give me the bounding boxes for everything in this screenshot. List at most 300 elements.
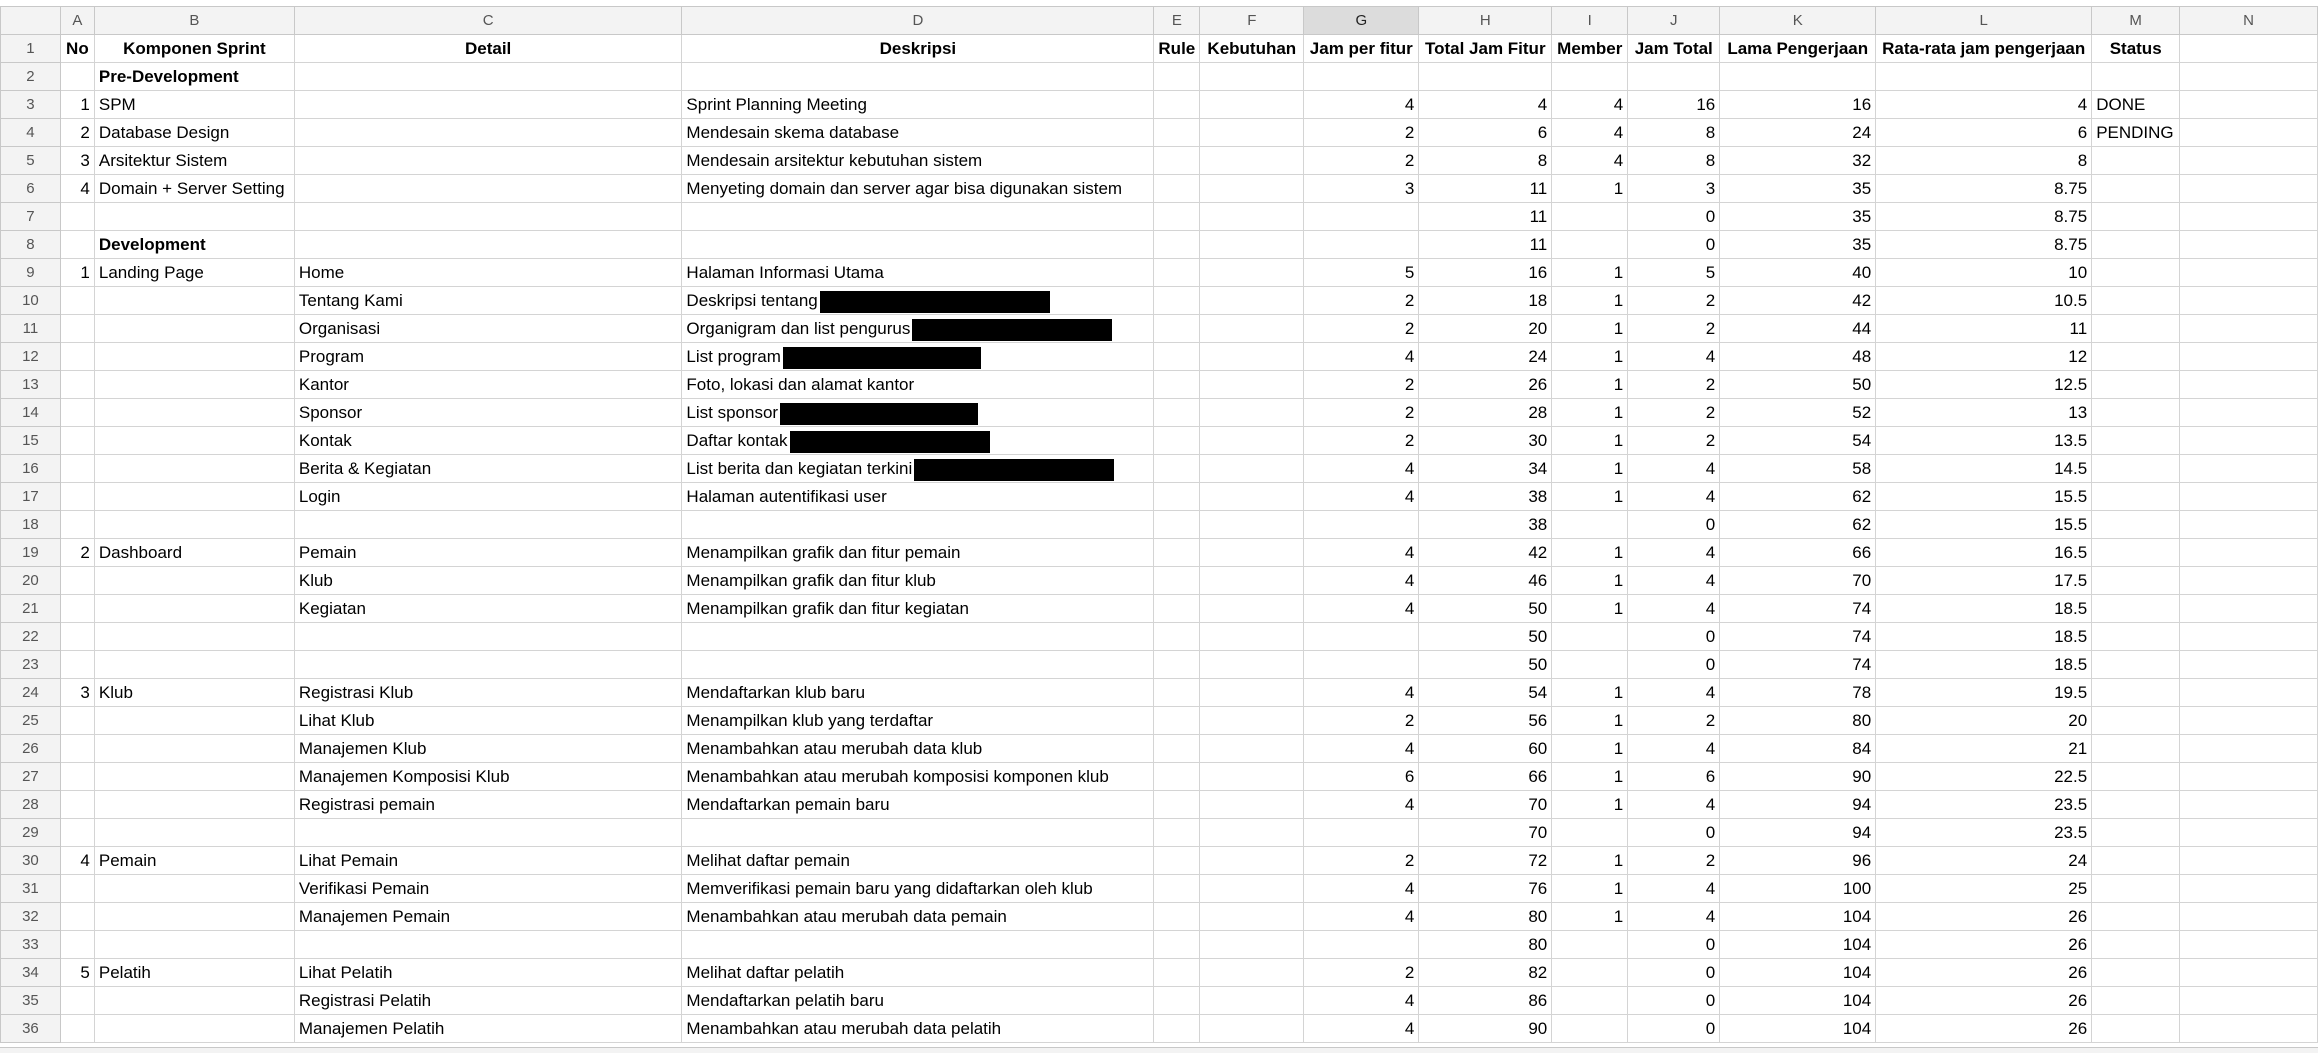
- cell[interactable]: [1628, 679, 1720, 707]
- cell[interactable]: [1154, 511, 1200, 539]
- cell[interactable]: [294, 371, 682, 399]
- cell[interactable]: [60, 707, 94, 735]
- cell[interactable]: [1876, 707, 2092, 735]
- cell[interactable]: [1628, 567, 1720, 595]
- column-header-g[interactable]: G: [1304, 7, 1419, 35]
- cell[interactable]: [94, 539, 294, 567]
- cell[interactable]: [294, 343, 682, 371]
- cell[interactable]: [682, 623, 1154, 651]
- cell[interactable]: [1304, 903, 1419, 931]
- cell[interactable]: [94, 147, 294, 175]
- cell[interactable]: [60, 931, 94, 959]
- row-header[interactable]: 3: [1, 91, 61, 119]
- cell[interactable]: [1720, 651, 1876, 679]
- cell[interactable]: [1876, 343, 2092, 371]
- cell[interactable]: [1200, 231, 1304, 259]
- cell[interactable]: [1304, 315, 1419, 343]
- cell[interactable]: [2180, 175, 2318, 203]
- cell[interactable]: [1304, 735, 1419, 763]
- cell[interactable]: [1200, 567, 1304, 595]
- cell[interactable]: [1154, 931, 1200, 959]
- cell[interactable]: [1419, 231, 1552, 259]
- cell[interactable]: [682, 287, 1154, 315]
- cell[interactable]: [1200, 175, 1304, 203]
- cell[interactable]: [94, 231, 294, 259]
- cell[interactable]: [60, 371, 94, 399]
- cell[interactable]: [94, 931, 294, 959]
- cell[interactable]: [1200, 791, 1304, 819]
- cell[interactable]: [1720, 595, 1876, 623]
- cell[interactable]: [2180, 203, 2318, 231]
- cell[interactable]: [2092, 175, 2180, 203]
- cell[interactable]: [1720, 763, 1876, 791]
- cell[interactable]: [1200, 343, 1304, 371]
- cell[interactable]: [94, 987, 294, 1015]
- cell[interactable]: [1876, 987, 2092, 1015]
- cell[interactable]: [294, 735, 682, 763]
- cell[interactable]: [1552, 231, 1628, 259]
- cell[interactable]: [60, 287, 94, 315]
- cell[interactable]: [2092, 399, 2180, 427]
- cell[interactable]: [682, 539, 1154, 567]
- cell[interactable]: [1552, 483, 1628, 511]
- cell[interactable]: [60, 875, 94, 903]
- cell[interactable]: [2180, 427, 2318, 455]
- row-header[interactable]: 2: [1, 63, 61, 91]
- cell[interactable]: [1628, 539, 1720, 567]
- row-header[interactable]: 17: [1, 483, 61, 511]
- cell[interactable]: [1720, 343, 1876, 371]
- cell[interactable]: [682, 847, 1154, 875]
- cell[interactable]: [1419, 483, 1552, 511]
- cell[interactable]: [1876, 427, 2092, 455]
- cell[interactable]: [2092, 63, 2180, 91]
- cell[interactable]: [294, 959, 682, 987]
- cell[interactable]: [1154, 735, 1200, 763]
- cell[interactable]: [1628, 819, 1720, 847]
- cell[interactable]: [94, 315, 294, 343]
- cell[interactable]: [682, 175, 1154, 203]
- cell[interactable]: [682, 399, 1154, 427]
- header-cell[interactable]: [2180, 35, 2318, 63]
- cell[interactable]: [1154, 959, 1200, 987]
- cell[interactable]: [1200, 119, 1304, 147]
- cell[interactable]: [2092, 259, 2180, 287]
- cell[interactable]: [1419, 175, 1552, 203]
- cell[interactable]: [1720, 427, 1876, 455]
- cell[interactable]: [1304, 595, 1419, 623]
- cell[interactable]: [294, 259, 682, 287]
- cell[interactable]: [94, 203, 294, 231]
- column-header-n[interactable]: N: [2180, 7, 2318, 35]
- cell[interactable]: [1876, 399, 2092, 427]
- cell[interactable]: [1720, 987, 1876, 1015]
- cell[interactable]: [1419, 679, 1552, 707]
- cell[interactable]: [94, 343, 294, 371]
- cell[interactable]: [1154, 567, 1200, 595]
- cell[interactable]: [1419, 315, 1552, 343]
- cell[interactable]: [1304, 763, 1419, 791]
- cell[interactable]: [1304, 91, 1419, 119]
- cell[interactable]: [682, 763, 1154, 791]
- cell[interactable]: [94, 455, 294, 483]
- cell[interactable]: [2092, 315, 2180, 343]
- cell[interactable]: [1200, 903, 1304, 931]
- cell[interactable]: [94, 175, 294, 203]
- cell[interactable]: [1720, 791, 1876, 819]
- cell[interactable]: [2092, 231, 2180, 259]
- cell[interactable]: [294, 819, 682, 847]
- cell[interactable]: [1628, 651, 1720, 679]
- cell[interactable]: [1200, 511, 1304, 539]
- cell[interactable]: [1200, 371, 1304, 399]
- column-header-e[interactable]: E: [1154, 7, 1200, 35]
- cell[interactable]: [1876, 259, 2092, 287]
- cell[interactable]: [294, 931, 682, 959]
- cell[interactable]: [1304, 483, 1419, 511]
- cell[interactable]: [2180, 847, 2318, 875]
- cell[interactable]: [294, 287, 682, 315]
- cell[interactable]: [2180, 931, 2318, 959]
- cell[interactable]: [1200, 931, 1304, 959]
- cell[interactable]: [1419, 623, 1552, 651]
- cell[interactable]: [1552, 287, 1628, 315]
- cell[interactable]: [1628, 147, 1720, 175]
- cell[interactable]: [1552, 735, 1628, 763]
- cell[interactable]: [1200, 147, 1304, 175]
- cell[interactable]: [1876, 875, 2092, 903]
- cell[interactable]: [1419, 287, 1552, 315]
- cell[interactable]: [1552, 147, 1628, 175]
- cell[interactable]: [1154, 399, 1200, 427]
- cell[interactable]: [2180, 567, 2318, 595]
- cell[interactable]: [1720, 259, 1876, 287]
- row-header[interactable]: 34: [1, 959, 61, 987]
- header-cell[interactable]: Komponen Sprint: [94, 35, 294, 63]
- cell[interactable]: [294, 987, 682, 1015]
- cell[interactable]: [1154, 343, 1200, 371]
- cell[interactable]: [1552, 203, 1628, 231]
- cell[interactable]: [1304, 539, 1419, 567]
- cell[interactable]: [1154, 175, 1200, 203]
- cell[interactable]: [1154, 91, 1200, 119]
- cell[interactable]: [1419, 371, 1552, 399]
- cell[interactable]: [1200, 259, 1304, 287]
- cell[interactable]: [1876, 819, 2092, 847]
- cell[interactable]: [2092, 91, 2180, 119]
- cell[interactable]: [294, 147, 682, 175]
- column-header-c[interactable]: C: [294, 7, 682, 35]
- cell[interactable]: [1419, 1015, 1552, 1043]
- cell[interactable]: [1419, 63, 1552, 91]
- row-header[interactable]: 32: [1, 903, 61, 931]
- cell[interactable]: [1304, 427, 1419, 455]
- cell[interactable]: [2092, 371, 2180, 399]
- cell[interactable]: [1200, 987, 1304, 1015]
- cell[interactable]: [1419, 987, 1552, 1015]
- cell[interactable]: [1154, 483, 1200, 511]
- cell[interactable]: [94, 847, 294, 875]
- cell[interactable]: [1628, 623, 1720, 651]
- cell[interactable]: [2180, 371, 2318, 399]
- cell[interactable]: [2092, 539, 2180, 567]
- cell[interactable]: [1552, 679, 1628, 707]
- cell[interactable]: [1876, 735, 2092, 763]
- cell[interactable]: [1628, 931, 1720, 959]
- cell[interactable]: [682, 231, 1154, 259]
- cell[interactable]: [1419, 595, 1552, 623]
- cell[interactable]: [1154, 259, 1200, 287]
- cell[interactable]: [682, 259, 1154, 287]
- cell[interactable]: [1200, 315, 1304, 343]
- cell[interactable]: [1552, 875, 1628, 903]
- cell[interactable]: [1720, 119, 1876, 147]
- cell[interactable]: [60, 119, 94, 147]
- cell[interactable]: [1419, 959, 1552, 987]
- cell[interactable]: [1628, 483, 1720, 511]
- cell[interactable]: [1419, 707, 1552, 735]
- cell[interactable]: [1876, 119, 2092, 147]
- cell[interactable]: [1304, 819, 1419, 847]
- cell[interactable]: [1304, 931, 1419, 959]
- cell[interactable]: [94, 875, 294, 903]
- cell[interactable]: [294, 427, 682, 455]
- cell[interactable]: [1720, 539, 1876, 567]
- cell[interactable]: [1200, 1015, 1304, 1043]
- cell[interactable]: [1876, 91, 2092, 119]
- cell[interactable]: [1304, 847, 1419, 875]
- cell[interactable]: [60, 455, 94, 483]
- cell[interactable]: [1552, 119, 1628, 147]
- cell[interactable]: [1628, 203, 1720, 231]
- row-header[interactable]: 8: [1, 231, 61, 259]
- cell[interactable]: [1628, 259, 1720, 287]
- cell[interactable]: [1628, 707, 1720, 735]
- row-header[interactable]: 22: [1, 623, 61, 651]
- cell[interactable]: [2092, 819, 2180, 847]
- cell[interactable]: [1419, 119, 1552, 147]
- cell[interactable]: [1628, 119, 1720, 147]
- cell[interactable]: [1419, 763, 1552, 791]
- cell[interactable]: [1720, 903, 1876, 931]
- cell[interactable]: [294, 903, 682, 931]
- cell[interactable]: [294, 567, 682, 595]
- cell[interactable]: [1876, 679, 2092, 707]
- select-all-corner[interactable]: [1, 7, 61, 35]
- row-header[interactable]: 31: [1, 875, 61, 903]
- cell[interactable]: [1552, 819, 1628, 847]
- cell[interactable]: [1154, 455, 1200, 483]
- cell[interactable]: [60, 399, 94, 427]
- row-header[interactable]: 30: [1, 847, 61, 875]
- cell[interactable]: [94, 483, 294, 511]
- cell[interactable]: [1304, 651, 1419, 679]
- cell[interactable]: [1552, 1015, 1628, 1043]
- cell[interactable]: [1304, 343, 1419, 371]
- cell[interactable]: [1628, 735, 1720, 763]
- cell[interactable]: [1876, 175, 2092, 203]
- cell[interactable]: [1720, 203, 1876, 231]
- cell[interactable]: [60, 259, 94, 287]
- cell[interactable]: [1628, 315, 1720, 343]
- cell[interactable]: [1628, 91, 1720, 119]
- cell[interactable]: [1720, 399, 1876, 427]
- cell[interactable]: [1720, 679, 1876, 707]
- cell[interactable]: [1200, 91, 1304, 119]
- cell[interactable]: [2180, 483, 2318, 511]
- cell[interactable]: [1720, 567, 1876, 595]
- cell[interactable]: [2092, 343, 2180, 371]
- cell[interactable]: [1304, 987, 1419, 1015]
- cell[interactable]: [1304, 259, 1419, 287]
- cell[interactable]: [1720, 735, 1876, 763]
- cell[interactable]: [1720, 707, 1876, 735]
- cell[interactable]: [1200, 819, 1304, 847]
- cell[interactable]: [60, 679, 94, 707]
- cell[interactable]: [682, 875, 1154, 903]
- cell[interactable]: [1628, 455, 1720, 483]
- cell[interactable]: [1720, 315, 1876, 343]
- cell[interactable]: [60, 595, 94, 623]
- row-header[interactable]: 28: [1, 791, 61, 819]
- cell[interactable]: [682, 315, 1154, 343]
- cell[interactable]: [2180, 287, 2318, 315]
- column-header-m[interactable]: M: [2092, 7, 2180, 35]
- header-cell[interactable]: Status: [2092, 35, 2180, 63]
- cell[interactable]: [1720, 623, 1876, 651]
- cell[interactable]: [2092, 931, 2180, 959]
- column-header-f[interactable]: F: [1200, 7, 1304, 35]
- cell[interactable]: [294, 791, 682, 819]
- cell[interactable]: [94, 623, 294, 651]
- cell[interactable]: [1628, 371, 1720, 399]
- cell[interactable]: [294, 483, 682, 511]
- row-header[interactable]: 24: [1, 679, 61, 707]
- cell[interactable]: [60, 147, 94, 175]
- cell[interactable]: [1154, 623, 1200, 651]
- cell[interactable]: [682, 595, 1154, 623]
- cell[interactable]: [2092, 679, 2180, 707]
- cell[interactable]: [1876, 231, 2092, 259]
- cell[interactable]: [60, 315, 94, 343]
- cell[interactable]: [294, 1015, 682, 1043]
- cell[interactable]: [2092, 119, 2180, 147]
- cell[interactable]: [2092, 987, 2180, 1015]
- cell[interactable]: [1552, 343, 1628, 371]
- cell[interactable]: [1419, 903, 1552, 931]
- cell[interactable]: [1552, 399, 1628, 427]
- cell[interactable]: [94, 511, 294, 539]
- cell[interactable]: [1304, 203, 1419, 231]
- cell[interactable]: [1304, 147, 1419, 175]
- cell[interactable]: [94, 763, 294, 791]
- cell[interactable]: [1154, 903, 1200, 931]
- cell[interactable]: [1419, 399, 1552, 427]
- cell[interactable]: [60, 987, 94, 1015]
- cell[interactable]: [2180, 119, 2318, 147]
- cell[interactable]: [1628, 343, 1720, 371]
- cell[interactable]: [1720, 147, 1876, 175]
- row-header[interactable]: 27: [1, 763, 61, 791]
- cell[interactable]: [1154, 287, 1200, 315]
- cell[interactable]: [94, 399, 294, 427]
- cell[interactable]: [1304, 119, 1419, 147]
- cell[interactable]: [1720, 875, 1876, 903]
- cell[interactable]: [1628, 875, 1720, 903]
- cell[interactable]: [1419, 567, 1552, 595]
- cell[interactable]: [60, 623, 94, 651]
- cell[interactable]: [1419, 343, 1552, 371]
- cell[interactable]: [1552, 567, 1628, 595]
- cell[interactable]: [294, 847, 682, 875]
- cell[interactable]: [94, 959, 294, 987]
- cell[interactable]: [1200, 959, 1304, 987]
- cell[interactable]: [1552, 455, 1628, 483]
- cell[interactable]: [2092, 707, 2180, 735]
- cell[interactable]: [2180, 511, 2318, 539]
- cell[interactable]: [2092, 763, 2180, 791]
- cell[interactable]: [1876, 511, 2092, 539]
- cell[interactable]: [1876, 931, 2092, 959]
- header-cell[interactable]: Detail: [294, 35, 682, 63]
- cell[interactable]: [1552, 791, 1628, 819]
- cell[interactable]: [1552, 259, 1628, 287]
- cell[interactable]: [294, 455, 682, 483]
- cell[interactable]: [60, 903, 94, 931]
- cell[interactable]: [682, 91, 1154, 119]
- cell[interactable]: [1304, 679, 1419, 707]
- cell[interactable]: [1552, 427, 1628, 455]
- cell[interactable]: [2180, 679, 2318, 707]
- cell[interactable]: [1154, 847, 1200, 875]
- cell[interactable]: [2092, 959, 2180, 987]
- cell[interactable]: [1720, 231, 1876, 259]
- cell[interactable]: [2092, 511, 2180, 539]
- horizontal-scrollbar[interactable]: [0, 1047, 2318, 1053]
- cell[interactable]: [1200, 427, 1304, 455]
- cell[interactable]: [94, 119, 294, 147]
- cell[interactable]: [94, 707, 294, 735]
- cell[interactable]: [60, 63, 94, 91]
- cell[interactable]: [1552, 903, 1628, 931]
- cell[interactable]: [1720, 63, 1876, 91]
- header-cell[interactable]: Jam per fitur: [1304, 35, 1419, 63]
- cell[interactable]: [1552, 511, 1628, 539]
- cell[interactable]: [1154, 651, 1200, 679]
- cell[interactable]: [294, 651, 682, 679]
- cell[interactable]: [1720, 371, 1876, 399]
- cell[interactable]: [60, 847, 94, 875]
- cell[interactable]: [1200, 735, 1304, 763]
- cell[interactable]: [60, 791, 94, 819]
- column-header-a[interactable]: A: [60, 7, 94, 35]
- cell[interactable]: [1628, 791, 1720, 819]
- cell[interactable]: [1154, 119, 1200, 147]
- cell[interactable]: [60, 231, 94, 259]
- cell[interactable]: [60, 343, 94, 371]
- row-header[interactable]: 14: [1, 399, 61, 427]
- cell[interactable]: [2180, 707, 2318, 735]
- cell[interactable]: [294, 315, 682, 343]
- cell[interactable]: [2180, 399, 2318, 427]
- cell[interactable]: [1876, 455, 2092, 483]
- cell[interactable]: [1720, 483, 1876, 511]
- row-header[interactable]: 13: [1, 371, 61, 399]
- cell[interactable]: [60, 175, 94, 203]
- cell[interactable]: [1200, 623, 1304, 651]
- cell[interactable]: [1720, 959, 1876, 987]
- cell[interactable]: [94, 287, 294, 315]
